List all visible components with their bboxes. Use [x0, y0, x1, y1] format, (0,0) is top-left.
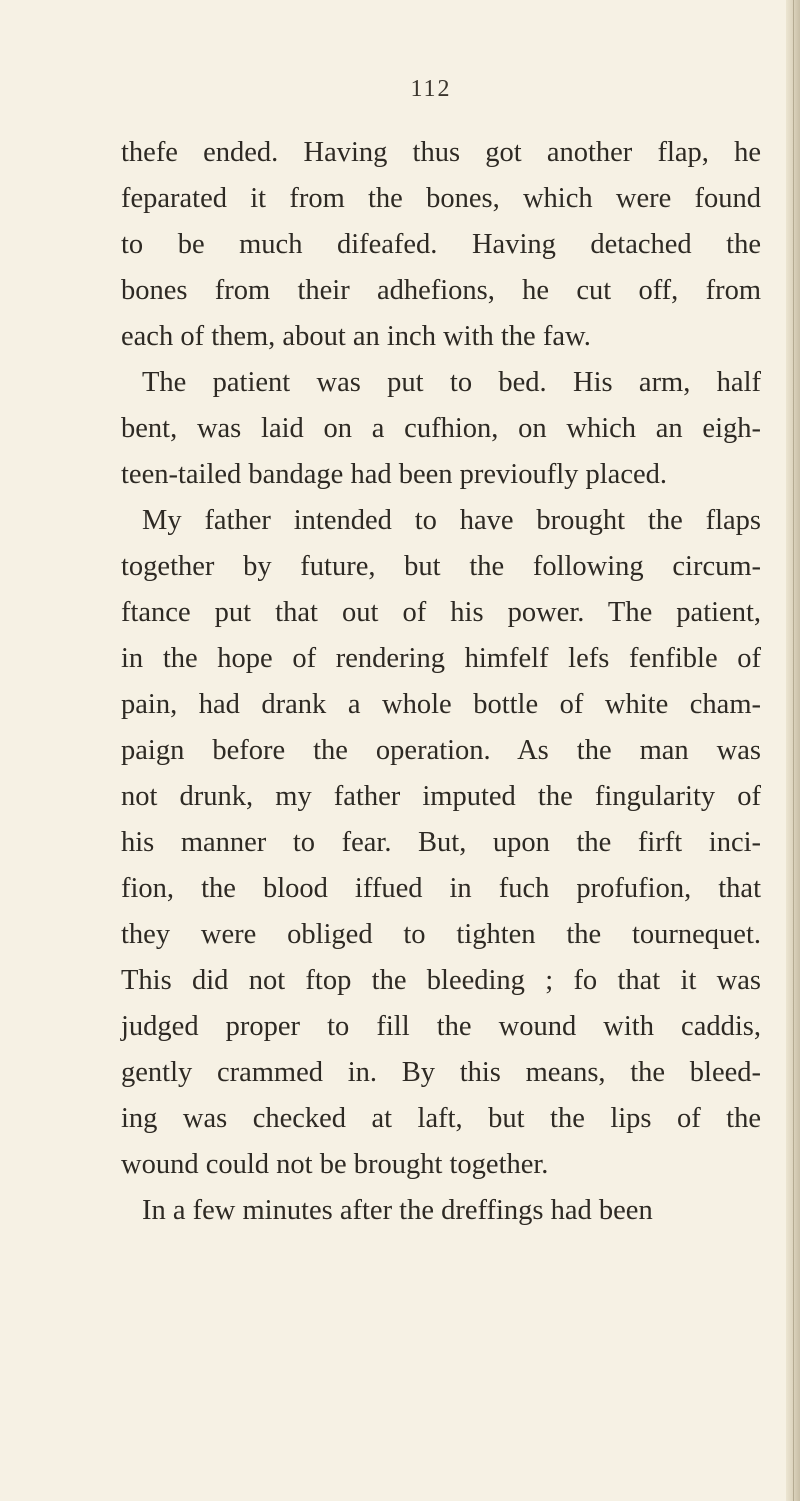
text-line: ftance put that out of his power. The patient, — [121, 597, 761, 628]
page-edge-line — [793, 0, 794, 1501]
text-line: In a few minutes after the dreffings had been — [142, 1195, 653, 1226]
text-line: judged proper to fill the wound with caddis, — [121, 1011, 761, 1042]
text-line: bones from their adhefions, he cut off, from — [121, 275, 761, 306]
text-line: pain, had drank a whole bottle of white cham- — [121, 689, 761, 720]
text-line: wound could not be brought together. — [121, 1149, 549, 1180]
text-line: fion, the blood iffued in fuch profufion, that — [121, 873, 761, 904]
page-number: 112 — [410, 76, 452, 102]
text-line: gently crammed in. By this means, the bleed- — [121, 1057, 761, 1088]
text-line: My father intended to have brought the flaps — [142, 505, 761, 536]
text-line: bent, was laid on a cufhion, on which an eigh- — [121, 413, 761, 444]
text-line: paign before the operation. As the man was — [121, 735, 761, 766]
text-line: each of them, about an inch with the faw. — [121, 321, 591, 352]
text-line: feparated it from the bones, which were found — [121, 183, 761, 214]
text-line: The patient was put to bed. His arm, half — [142, 367, 761, 398]
text-line: together by future, but the following circum- — [121, 551, 761, 582]
text-line: they were obliged to tighten the tournequet. — [121, 919, 761, 950]
text-line: This did not ftop the bleeding ; fo that it was — [121, 965, 761, 996]
text-line: in the hope of rendering himfelf lefs fenfible of — [121, 643, 761, 674]
text-line: thefe ended. Having thus got another flap, he — [121, 137, 761, 168]
body-text — [121, 130, 761, 1234]
text-line: his manner to fear. But, upon the firft inci- — [121, 827, 761, 858]
text-line: to be much difeafed. Having detached the — [121, 229, 761, 260]
text-line: teen-tailed bandage had been previoufly placed. — [121, 459, 667, 490]
text-line: not drunk, my father imputed the fingularity of — [121, 781, 761, 812]
text-line: ing was checked at laft, but the lips of the — [121, 1103, 761, 1134]
